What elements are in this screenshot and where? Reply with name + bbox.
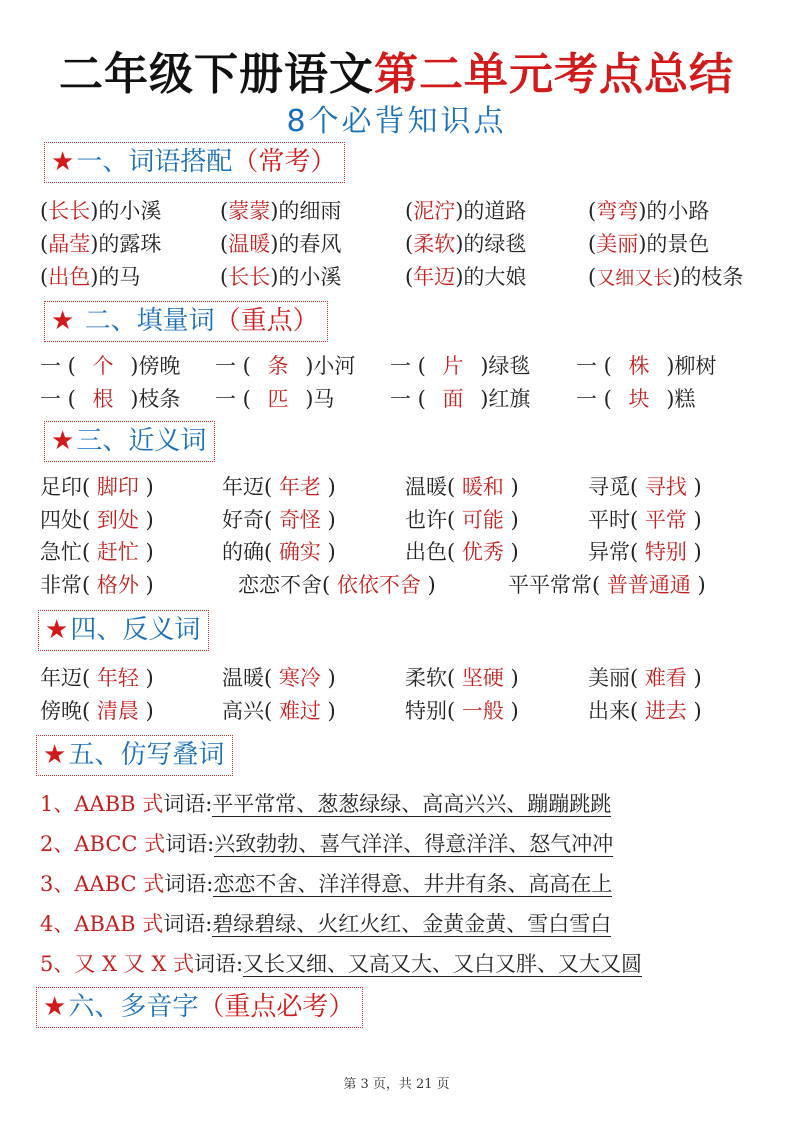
answer-word: 确实 [278,540,321,564]
phrase-text: 的小溪 [278,265,342,289]
bracket-open: ( [588,232,597,256]
example-words: 兴致勃勃、喜气洋洋、得意洋洋、怒气冲冲 [214,832,614,856]
bracket-close: ) [503,699,519,723]
word-text: 温暖 [405,475,447,499]
answer-word: 格外 [96,573,139,597]
reduplication-line [40,869,612,899]
word-text: 平时 [588,508,630,532]
pattern-label: 2、ABCC 式 [40,832,166,856]
measure-item [576,385,695,413]
measure-item [215,352,355,380]
bracket-close: ) [298,354,314,378]
noun-text: 马 [313,387,335,411]
bracket-close: ) [473,387,489,411]
answer-word: 优秀 [461,540,504,564]
measure-item [390,385,530,413]
word-text: 四处 [40,508,82,532]
collocation-item [405,197,526,225]
word-text: 温暖 [222,666,264,690]
synonym-item [40,538,154,566]
pattern-label: 1、AABB 式 [40,792,164,816]
measure-item [40,385,180,413]
answer-word: 弯弯 [596,199,639,223]
noun-text: 糕 [674,387,696,411]
bracket-close: ) [320,508,336,532]
collocation-item [405,230,526,258]
answer-word: 面 [442,387,464,411]
bracket-close: ) [686,508,702,532]
word-text: 年迈 [40,666,82,690]
synonym-item [508,571,706,599]
answer-word: 年轻 [96,666,139,690]
prefix: 一 ( [40,354,83,378]
answer-word: 年迈 [413,265,456,289]
bracket-close: ) [420,573,436,597]
bracket-open: ( [82,508,97,532]
synonym-item [405,473,519,501]
star-icon: ★ [45,615,69,645]
example-words: 碧绿碧绿、火红火红、金黄金黄、雪白雪白 [212,912,612,936]
bracket-open: ( [264,666,279,690]
answer-word: 个 [92,354,114,378]
word-text: 特别 [405,699,447,723]
bracket-open: ( [82,540,97,564]
bracket-close: ) [138,573,154,597]
section-heading-measure-words [44,301,328,342]
bracket-open: ( [220,265,229,289]
answer-word: 可能 [461,508,504,532]
synonym-item [405,506,519,534]
synonym-item [40,473,154,501]
bracket-close: ) [298,387,314,411]
measure-item [215,385,334,413]
bracket-open: ( [264,540,279,564]
word-text: 柔软 [405,666,447,690]
collocation-item [588,197,709,225]
pattern-suffix: 词语: [165,832,215,856]
prefix: 一 ( [576,387,619,411]
bracket-close: ) [270,232,279,256]
answer-word: 特别 [644,540,687,564]
bracket-close: ) [270,199,279,223]
bracket-close: ) [686,699,702,723]
bracket-close: ) [686,475,702,499]
answer-word: 长长 [48,199,91,223]
bracket-close: ) [138,540,154,564]
answer-word: 坚硬 [461,666,504,690]
synonym-item [588,538,702,566]
antonym-item [40,664,154,692]
synonym-item [222,506,336,534]
pattern-suffix: 词语: [163,912,213,936]
prefix: 一 ( [215,387,258,411]
bracket-close: ) [638,199,647,223]
answer-word: 到处 [96,508,139,532]
measure-item [576,352,716,380]
phrase-text: 的枝条 [680,265,744,289]
bracket-close: ) [320,666,336,690]
bracket-close: ) [455,265,464,289]
star-icon: ★ [51,306,75,336]
star-icon: ★ [51,147,75,177]
word-text: 出色 [405,540,447,564]
bracket-close: ) [672,265,681,289]
antonym-item [588,664,702,692]
answer-word: 依依不舍 [336,573,421,597]
bracket-open: ( [447,540,462,564]
prefix: 一 ( [576,354,619,378]
bracket-close: ) [90,265,99,289]
pattern-suffix: 词语: [163,792,213,816]
section-heading-collocation [44,142,345,183]
bracket-open: ( [630,475,645,499]
answer-word: 泥泞 [413,199,456,223]
page-subtitle: 8个必背知识点 [286,104,507,139]
star-icon: ★ [43,992,67,1022]
answer-word: 条 [267,354,289,378]
measure-item [40,352,180,380]
section-label: 五、仿写叠词 [68,740,225,770]
word-text: 出来 [588,699,630,723]
title-part-1: 二年级下册语文 [59,49,374,100]
bracket-close: ) [503,508,519,532]
section-note: （重点） [214,306,319,336]
phrase-text: 的绿毯 [463,232,527,256]
bracket-open: ( [264,508,279,532]
answer-word: 柔软 [413,232,456,256]
bracket-close: ) [659,387,675,411]
synonym-item [405,538,519,566]
bracket-close: ) [503,666,519,690]
bracket-open: ( [630,508,645,532]
answer-word: 奇怪 [278,508,321,532]
word-text: 异常 [588,540,630,564]
bracket-open: ( [405,265,414,289]
synonym-item [222,538,336,566]
pattern-label: 4、ABAB 式 [40,912,164,936]
phrase-text: 的大娘 [463,265,527,289]
section-label: 六、多音字 [68,992,199,1022]
bracket-open: ( [405,199,414,223]
bracket-close: ) [455,232,464,256]
word-text: 恋恋不舍 [238,573,322,597]
antonym-item [588,697,702,725]
bracket-open: ( [264,475,279,499]
collocation-item [220,230,341,258]
word-text: 寻觅 [588,475,630,499]
bracket-close: ) [138,666,154,690]
answer-word: 寻找 [644,475,687,499]
antonym-item [405,697,519,725]
antonym-item [222,697,336,725]
pattern-suffix: 词语: [164,872,214,896]
bracket-open: ( [447,666,462,690]
bracket-open: ( [82,699,97,723]
word-text: 高兴 [222,699,264,723]
bracket-open: ( [322,573,337,597]
collocation-item [220,263,341,291]
bracket-open: ( [588,265,597,289]
answer-word: 根 [92,387,114,411]
bracket-close: ) [138,475,154,499]
answer-word: 难过 [278,699,321,723]
word-text: 足印 [40,475,82,499]
antonym-item [40,697,154,725]
bracket-open: ( [447,475,462,499]
collocation-item [588,230,709,258]
reduplication-line [40,949,642,979]
bracket-close: ) [270,265,279,289]
page-title [0,38,793,102]
prefix: 一 ( [390,387,433,411]
bracket-open: ( [220,232,229,256]
pattern-label: 3、AABC 式 [40,872,165,896]
answer-word: 暖和 [461,475,504,499]
antonym-item [222,664,336,692]
answer-word: 株 [628,354,650,378]
bracket-close: ) [90,232,99,256]
example-words: 又长又细、又高又大、又白又胖、又大又圆 [243,952,643,976]
word-text: 的确 [222,540,264,564]
phrase-text: 的细雨 [278,199,342,223]
answer-word: 难看 [644,666,687,690]
answer-word: 美丽 [596,232,639,256]
answer-word: 年老 [278,475,321,499]
noun-text: 枝条 [138,387,181,411]
measure-item [390,352,530,380]
word-text: 年迈 [222,475,264,499]
bracket-close: ) [123,387,139,411]
bracket-open: ( [447,699,462,723]
reduplication-line [40,829,613,859]
answer-word: 晶莹 [48,232,91,256]
section-label: 四、反义词 [70,615,201,645]
example-words: 恋恋不舍、洋洋得意、井井有条、高高在上 [213,872,613,896]
answer-word: 蒙蒙 [228,199,271,223]
section-note: （重点必考） [198,992,355,1022]
phrase-text: 的景色 [646,232,710,256]
answer-word: 片 [442,354,464,378]
answer-word: 清晨 [96,699,139,723]
answer-word: 进去 [644,699,687,723]
bracket-close: ) [638,232,647,256]
reduplication-line [40,789,611,819]
noun-text: 红旗 [488,387,531,411]
noun-text: 柳树 [674,354,717,378]
section-heading-antonyms [38,610,209,651]
answer-word: 匹 [267,387,289,411]
prefix: 一 ( [40,387,83,411]
answer-word: 块 [628,387,650,411]
answer-word: 寒冷 [278,666,321,690]
collocation-item [40,263,140,291]
section-heading-polyphones [36,987,363,1028]
section-heading-reduplication [36,735,233,776]
bracket-open: ( [592,573,607,597]
answer-word: 又细又长 [596,267,673,289]
bracket-open: ( [40,232,49,256]
bracket-open: ( [630,699,645,723]
bracket-close: ) [123,354,139,378]
prefix: 一 ( [390,354,433,378]
bracket-close: ) [473,354,489,378]
answer-word: 赶忙 [96,540,139,564]
bracket-open: ( [405,232,414,256]
phrase-text: 的春风 [278,232,342,256]
bracket-open: ( [264,699,279,723]
star-icon: ★ [51,426,75,456]
synonym-item [40,506,154,534]
bracket-close: ) [686,666,702,690]
phrase-text: 的小路 [646,199,710,223]
bracket-close: ) [320,475,336,499]
synonym-item [588,506,702,534]
bracket-open: ( [82,573,97,597]
phrase-text: 的道路 [463,199,527,223]
word-text: 也许 [405,508,447,532]
word-text: 好奇 [222,508,264,532]
noun-text: 傍晚 [138,354,181,378]
bracket-close: ) [320,540,336,564]
bracket-open: ( [82,666,97,690]
phrase-text: 的小溪 [98,199,162,223]
synonym-item [588,473,702,501]
example-words: 平平常常、葱葱绿绿、高高兴兴、蹦蹦跳跳 [212,792,612,816]
bracket-open: ( [447,508,462,532]
collocation-item [220,197,341,225]
phrase-text: 的露珠 [98,232,162,256]
bracket-open: ( [220,199,229,223]
bracket-open: ( [40,265,49,289]
section-label: 二、填量词 [76,306,215,336]
bracket-close: ) [455,199,464,223]
bracket-close: ) [686,540,702,564]
noun-text: 绿毯 [488,354,531,378]
bracket-close: ) [503,540,519,564]
collocation-item [588,263,743,292]
word-text: 平平常常 [508,573,592,597]
section-label: 三、近义词 [76,426,207,456]
answer-word: 出色 [48,265,91,289]
bracket-close: ) [659,354,675,378]
bracket-close: ) [690,573,706,597]
bracket-open: ( [588,199,597,223]
bracket-close: ) [320,699,336,723]
word-text: 傍晚 [40,699,82,723]
bracket-close: ) [138,508,154,532]
bracket-open: ( [40,199,49,223]
phrase-text: 的马 [98,265,141,289]
antonym-item [405,664,519,692]
collocation-item [405,263,526,291]
bracket-open: ( [630,540,645,564]
section-note: （常考） [232,147,337,177]
section-heading-synonyms [44,421,215,462]
answer-word: 平常 [644,508,687,532]
word-text: 美丽 [588,666,630,690]
bracket-close: ) [90,199,99,223]
word-text: 急忙 [40,540,82,564]
bracket-open: ( [630,666,645,690]
synonym-item [40,571,154,599]
answer-word: 脚印 [96,475,139,499]
reduplication-line [40,909,611,939]
pattern-label: 5、又 X 又 X 式 [40,952,194,976]
star-icon: ★ [43,740,67,770]
answer-word: 普普通通 [606,573,691,597]
word-text: 非常 [40,573,82,597]
answer-word: 一般 [461,699,504,723]
title-part-2: 第二单元考点总结 [374,49,734,100]
synonym-item [222,473,336,501]
pattern-suffix: 词语: [193,952,244,976]
collocation-item [40,197,161,225]
page-footer: 第 3 页，共 21 页 [343,1077,450,1092]
answer-word: 长长 [228,265,271,289]
bracket-close: ) [138,699,154,723]
bracket-open: ( [82,475,97,499]
synonym-item [238,571,436,599]
prefix: 一 ( [215,354,258,378]
bracket-close: ) [503,475,519,499]
noun-text: 小河 [313,354,356,378]
collocation-item [40,230,161,258]
section-label: 一、词语搭配 [76,147,233,177]
answer-word: 温暖 [228,232,271,256]
